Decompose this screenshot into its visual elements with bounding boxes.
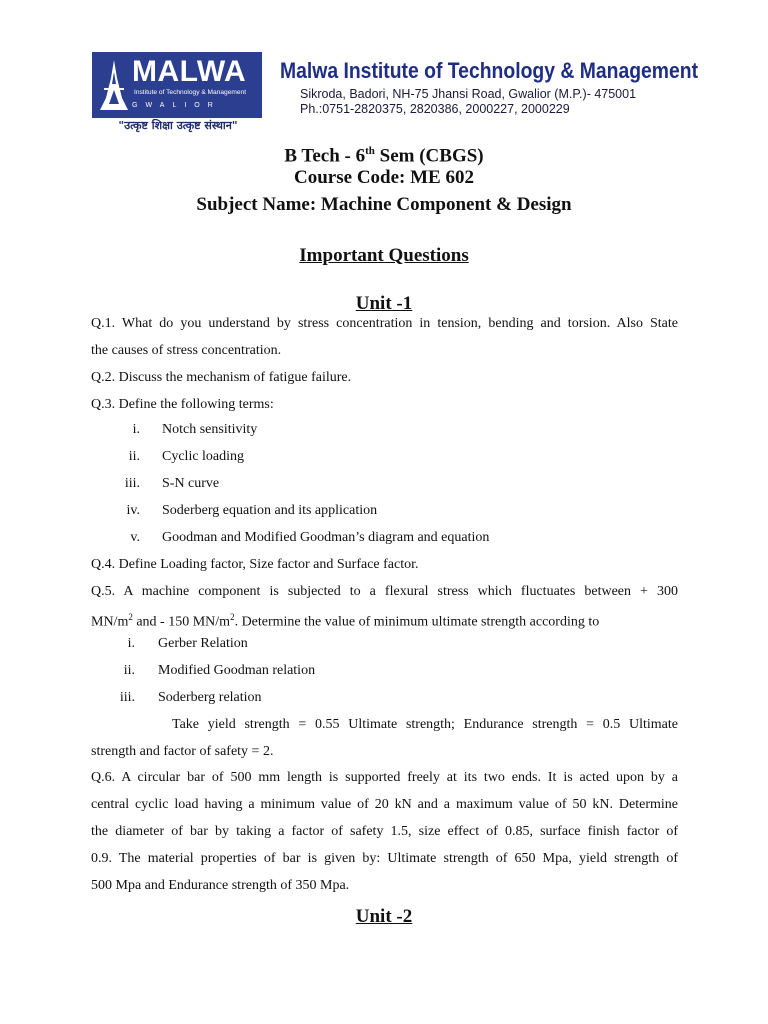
question-6-line-2: central cyclic load having a minimum value of 20 kN and a maximum value of 50 kN. Determine bbox=[91, 797, 678, 812]
list-item: Cyclic loading bbox=[162, 449, 245, 464]
question-5-line-3: Take yield strength = 0.55 Ultimate strength; Endurance strength = 0.5 Ultimate bbox=[172, 717, 678, 732]
question-6-line-3: the diameter of bar by taking a factor of safety 1.5, size effect of 0.85, surface finish factor of bbox=[91, 824, 678, 839]
question-5-line-2: $MN/m^2$ and - 150 $MN/m^2$. Determine the value of minimum ultimate strength according to bbox=[91, 612, 600, 630]
list-item: Soderberg equation and its application bbox=[162, 503, 378, 518]
list-item: Gerber Relation bbox=[158, 636, 248, 651]
course-code: Course Code: ME 602 bbox=[294, 167, 474, 188]
program-heading: B Tech - 6th Sem (CBGS) bbox=[284, 145, 484, 167]
section-title: Important Questions bbox=[299, 245, 469, 266]
list-item: Soderberg relation bbox=[158, 690, 262, 705]
institute-phone: Ph.:0751-2820375, 2820386, 2000227, 2000229 bbox=[300, 102, 570, 116]
list-item-number: iv. bbox=[126, 503, 140, 518]
question-6-line-5: 500 Mpa and Endurance strength of 350 Mpa. bbox=[91, 878, 350, 893]
question-5-line-4: strength and factor of safety = 2. bbox=[91, 744, 274, 759]
list-item-number: ii. bbox=[128, 449, 140, 464]
tower-icon bbox=[98, 58, 130, 112]
question-4: Q.4. Define Loading factor, Size factor and Surface factor. bbox=[91, 557, 419, 572]
list-item: Notch sensitivity bbox=[162, 422, 258, 437]
institute-name: Malwa Institute of Technology & Management bbox=[280, 58, 699, 83]
list-item: S-N curve bbox=[162, 476, 220, 491]
logo-name: MALWA bbox=[132, 55, 247, 88]
question-1-line-2: the causes of stress concentration. bbox=[91, 343, 282, 358]
list-item-number: i. bbox=[127, 636, 135, 651]
list-item-number: iii. bbox=[119, 690, 135, 705]
unit-1-title: Unit -1 bbox=[355, 293, 413, 314]
subject-name: Subject Name: Machine Component & Design bbox=[196, 194, 572, 215]
question-2: Q.2. Discuss the mechanism of fatigue failure. bbox=[91, 370, 352, 385]
institute-logo bbox=[92, 52, 262, 118]
logo-subtitle: Institute of Technology & Management bbox=[134, 89, 247, 96]
list-item: Goodman and Modified Goodman’s diagram and equation bbox=[162, 530, 490, 545]
institute-address: Sikroda, Badori, NH-75 Jhansi Road, Gwalior (M.P.)- 475001 bbox=[300, 87, 637, 101]
unit-2-title: Unit -2 bbox=[355, 906, 413, 927]
list-item-number: v. bbox=[130, 530, 140, 545]
list-item: Modified Goodman relation bbox=[158, 663, 316, 678]
letterhead bbox=[92, 50, 699, 136]
logo-tagline: "उत्कृष्ट शिक्षा उत्कृष्ट संस्थान" bbox=[118, 119, 238, 132]
question-5-line-1: Q.5. A machine component is subjected to a flexural stress which fluctuates between + 300 bbox=[91, 584, 678, 599]
question-6-line-4: 0.9. The material properties of bar is given by: Ultimate strength of 650 Mpa, yield strength of bbox=[91, 851, 678, 866]
logo-city: GWALIOR bbox=[132, 102, 221, 109]
list-item-number: i. bbox=[132, 422, 140, 437]
question-3: Q.3. Define the following terms: bbox=[91, 397, 274, 412]
question-6-line-1: Q.6. A circular bar of 500 mm length is supported freely at its two ends. It is acted upon by a bbox=[91, 770, 678, 785]
list-item-number: iii. bbox=[124, 476, 140, 491]
list-item-number: ii. bbox=[123, 663, 135, 678]
question-1-line-1: Q.1. What do you understand by stress concentration in tension, bending and torsion. Also State bbox=[91, 316, 678, 331]
